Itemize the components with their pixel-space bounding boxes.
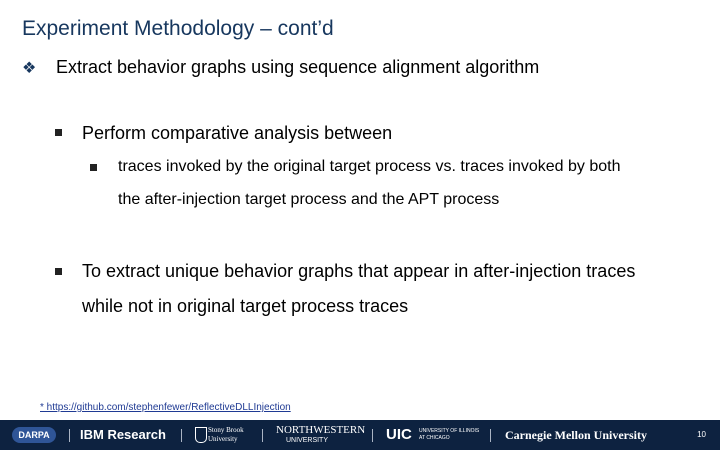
footnote-link[interactable]: * https://github.com/stephenfewer/ReflectiveDLLInjection: [40, 402, 291, 413]
bullet-item2-line1: To extract unique behavior graphs that appear in after-injection traces: [82, 261, 636, 281]
darpa-logo: DARPA: [12, 427, 56, 443]
stony-brook-logo-line2: University: [208, 435, 238, 443]
stony-brook-logo-line1: Stony Brook: [208, 426, 244, 434]
bullet-item1-text: Perform comparative analysis between: [82, 123, 393, 143]
divider: [181, 429, 182, 442]
ibm-research-logo: IBM Research: [80, 427, 166, 442]
divider: [490, 429, 491, 442]
stony-brook-shield-icon: [195, 427, 207, 443]
northwestern-logo-line1: NORTHWESTERN: [276, 424, 366, 436]
carnegie-mellon-logo: Carnegie Mellon University: [505, 428, 647, 442]
divider: [69, 429, 70, 442]
square-bullet-icon: [55, 268, 62, 275]
divider: [262, 429, 263, 442]
bullet-level1-text: Extract behavior graphs using sequence alignment algorithm: [56, 57, 540, 77]
divider: [372, 429, 373, 442]
bullet-level1: [22, 57, 540, 78]
uic-logo-sub-line2: AT CHICAGO: [419, 435, 450, 441]
square-bullet-icon: [90, 164, 97, 171]
bullet-item1-sub-line2: the after-injection target process and the APT process: [118, 191, 500, 208]
bullet-item1-sub-line1: traces invoked by the original target process vs. traces invoked by both: [118, 158, 621, 175]
slide-title: Experiment Methodology – cont’d: [22, 17, 334, 40]
northwestern-logo-line2: UNIVERSITY: [286, 437, 329, 444]
footer-logo-bar: [0, 420, 720, 450]
diamond-bullet-icon: ❖: [22, 60, 37, 77]
uic-logo-sub-line1: UNIVERSITY OF ILLINOIS: [419, 428, 480, 434]
page-number: 10: [697, 430, 706, 439]
square-bullet-icon: [55, 129, 62, 136]
bullet-item2-line2: while not in original target process traces: [82, 296, 409, 316]
uic-logo: UIC: [386, 426, 412, 443]
